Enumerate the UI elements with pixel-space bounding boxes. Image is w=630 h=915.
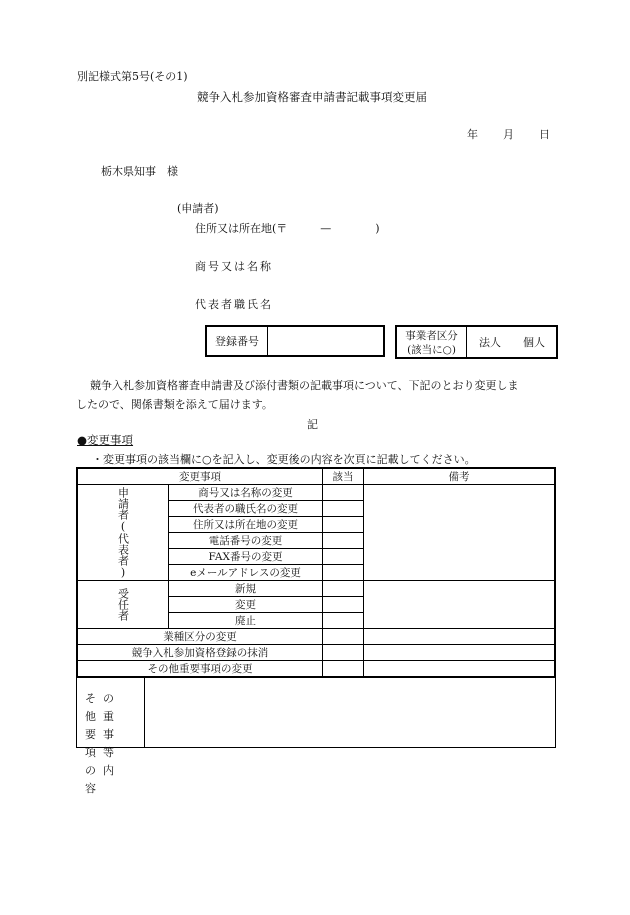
row-item: 廃止	[169, 613, 323, 629]
ki-label: 記	[307, 418, 318, 431]
row-item: その他重要事項の変更	[77, 661, 323, 678]
addressee: 栃木県知事 様	[101, 165, 178, 178]
form-title: 競争入札参加資格審査申請書記載事項変更届	[197, 90, 427, 104]
row-item: FAX番号の変更	[169, 549, 323, 565]
row-item: 電話番号の変更	[169, 533, 323, 549]
check-cell[interactable]	[323, 661, 364, 678]
date-month: 月	[503, 128, 514, 141]
registration-number-field[interactable]	[269, 327, 383, 355]
date-day: 日	[539, 128, 550, 141]
body-text-line1: 競争入札参加資格審査申請書及び添付書類の記載事項について、下記のとおり変更しま	[90, 379, 519, 392]
check-cell[interactable]	[323, 517, 364, 533]
other-content-box	[76, 676, 556, 795]
remarks-cell[interactable]	[364, 581, 556, 629]
header-check: 該当	[323, 468, 364, 485]
change-items-table	[76, 467, 556, 678]
business-type-label-line2: (該当に○)	[407, 344, 456, 356]
row-item: 住所又は所在地の変更	[169, 517, 323, 533]
instruction-text: ・変更事項の該当欄に○を記入し、変更後の内容を次頁に記載してください。	[92, 453, 476, 466]
business-type-label	[397, 327, 467, 357]
group-proxy-label: 受任者	[77, 581, 169, 629]
check-cell[interactable]	[323, 629, 364, 645]
check-cell[interactable]	[323, 565, 364, 581]
remarks-cell[interactable]	[364, 645, 556, 661]
row-item: 変更	[169, 597, 323, 613]
representative-label: 代表者職氏名	[195, 298, 273, 311]
header-remarks: 備考	[364, 468, 556, 485]
body-text-line2: したので、関係書類を添えて届けます。	[76, 398, 273, 411]
row-item: 競争入札参加資格登録の抹消	[77, 645, 323, 661]
check-cell[interactable]	[323, 613, 364, 629]
check-cell[interactable]	[323, 501, 364, 517]
row-item: eメールアドレスの変更	[169, 565, 323, 581]
remarks-cell[interactable]	[364, 485, 556, 581]
header-item: 変更事項	[77, 468, 323, 485]
other-content-field[interactable]	[147, 678, 555, 747]
option-individual[interactable]: 個人	[523, 336, 545, 349]
row-item: 代表者の職氏名の変更	[169, 501, 323, 517]
row-item: 新規	[169, 581, 323, 597]
registration-number-label: 登録番号	[207, 327, 268, 355]
trade-name-label: 商号又は名称	[195, 260, 273, 273]
check-cell[interactable]	[323, 645, 364, 661]
row-item: 商号又は名称の変更	[169, 485, 323, 501]
date-year: 年	[467, 128, 478, 141]
address-label: 住所又は所在地(〒 — )	[195, 222, 380, 235]
row-item: 業種区分の変更	[77, 629, 323, 645]
business-type-label-line1: 事業者区分	[405, 330, 458, 342]
remarks-cell[interactable]	[364, 629, 556, 645]
applicant-heading: (申請者)	[177, 202, 219, 215]
section-heading: ●変更事項	[77, 433, 134, 447]
registration-number-box	[205, 325, 385, 357]
check-cell[interactable]	[323, 533, 364, 549]
group-applicant-label: 申請者(代表者)	[77, 485, 169, 581]
form-id: 別記様式第5号(その1)	[77, 70, 188, 83]
check-cell[interactable]	[323, 597, 364, 613]
check-cell[interactable]	[323, 485, 364, 501]
check-cell[interactable]	[323, 549, 364, 565]
other-content-label: その他重要事項等の内容	[77, 678, 145, 747]
option-corporation[interactable]: 法人	[479, 336, 501, 349]
remarks-cell[interactable]	[364, 661, 556, 678]
check-cell[interactable]	[323, 581, 364, 597]
business-type-box	[395, 325, 558, 359]
